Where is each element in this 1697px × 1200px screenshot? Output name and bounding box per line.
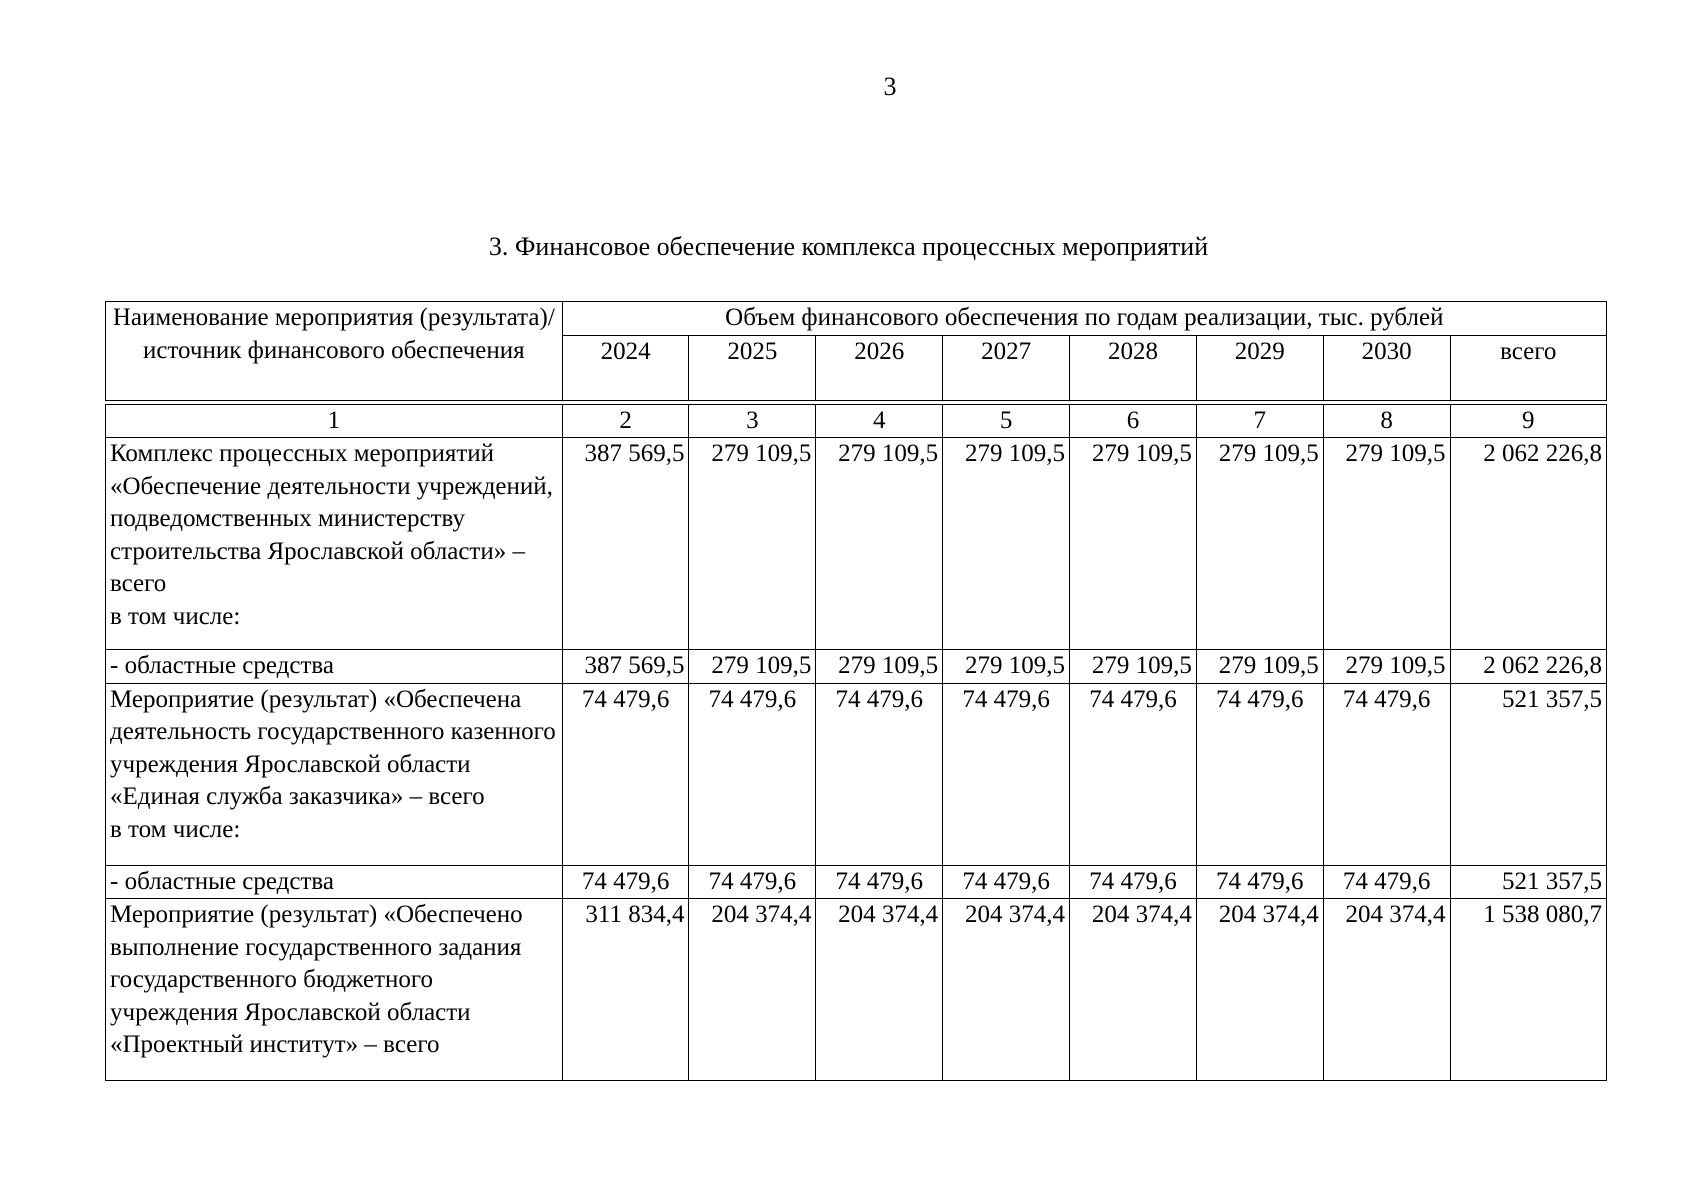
row-value-cell: 279 109,5 (816, 438, 943, 650)
row-value-cell: 74 479,6 (562, 865, 689, 899)
row-name-cell: Мероприятие (результат) «Обеспечено выполнение государственного задания государственного бюджетного учреждения Ярославской области «Проектный институт» – всего (106, 899, 563, 1081)
row-value-cell: 204 374,4 (816, 899, 943, 1081)
row-value-cell: 387 569,5 (562, 438, 689, 650)
row-value-cell: 74 479,6 (816, 865, 943, 899)
column-number: 1 (106, 404, 563, 438)
column-number: 4 (816, 404, 943, 438)
column-number: 5 (943, 404, 1070, 438)
header-group-cell: Объем финансового обеспечения по годам реализации, тыс. рублей (562, 302, 1606, 336)
row-total-cell: 2 062 226,8 (1450, 650, 1606, 684)
row-value-cell: 204 374,4 (689, 899, 816, 1081)
row-value-cell: 74 479,6 (689, 865, 816, 899)
row-value-cell: 279 109,5 (689, 650, 816, 684)
column-number: 9 (1450, 404, 1606, 438)
row-value-cell: 279 109,5 (1323, 438, 1450, 650)
row-value-cell: 74 479,6 (1070, 683, 1197, 865)
row-value-cell: 279 109,5 (689, 438, 816, 650)
row-value-cell: 204 374,4 (1323, 899, 1450, 1081)
row-value-cell: 204 374,4 (1196, 899, 1323, 1081)
row-name-cell: - областные средства (106, 650, 563, 684)
table-row (106, 438, 1607, 650)
row-value-cell: 204 374,4 (943, 899, 1070, 1081)
row-value-cell: 311 834,4 (562, 899, 689, 1081)
row-value-cell: 387 569,5 (562, 650, 689, 684)
header-year-cell: 2029 (1196, 335, 1323, 400)
header-year-cell: всего (1450, 335, 1606, 400)
column-number: 3 (689, 404, 816, 438)
table-row (106, 683, 1607, 865)
row-value-cell: 279 109,5 (943, 650, 1070, 684)
row-name-cell: - областные средства (106, 865, 563, 899)
row-value-cell: 74 479,6 (816, 683, 943, 865)
column-number: 8 (1323, 404, 1450, 438)
column-number: 6 (1070, 404, 1197, 438)
header-name-cell: Наименование мероприятия (результата)/ источник финансового обеспечения (106, 302, 563, 401)
row-total-cell: 1 538 080,7 (1450, 899, 1606, 1081)
header-year-cell: 2025 (689, 335, 816, 400)
row-name-cell: Мероприятие (результат) «Обеспечена деятельность государственного казенного учреждения Ярославской области «Единая служба заказчика» – всего в том числе: (106, 683, 563, 865)
row-value-cell: 204 374,4 (1070, 899, 1197, 1081)
header-year-cell: 2030 (1323, 335, 1450, 400)
table-row (106, 899, 1607, 1081)
finance-table (105, 301, 1607, 1081)
table-row (106, 650, 1607, 684)
column-number: 7 (1196, 404, 1323, 438)
row-value-cell: 279 109,5 (1070, 438, 1197, 650)
row-value-cell: 74 479,6 (1070, 865, 1197, 899)
row-total-cell: 2 062 226,8 (1450, 438, 1606, 650)
row-value-cell: 279 109,5 (1323, 650, 1450, 684)
row-value-cell: 74 479,6 (943, 683, 1070, 865)
header-year-cell: 2027 (943, 335, 1070, 400)
row-value-cell: 279 109,5 (1070, 650, 1197, 684)
row-value-cell: 279 109,5 (1196, 438, 1323, 650)
row-value-cell: 74 479,6 (1323, 683, 1450, 865)
row-value-cell: 279 109,5 (943, 438, 1070, 650)
header-year-cell: 2026 (816, 335, 943, 400)
row-value-cell: 74 479,6 (1196, 865, 1323, 899)
row-name-cell: Комплекс процессных мероприятий «Обеспечение деятельности учреждений, подведомственных министерству строительства Ярославской области» – всего в том числе: (106, 438, 563, 650)
row-value-cell: 74 479,6 (689, 683, 816, 865)
row-total-cell: 521 357,5 (1450, 865, 1606, 899)
page-number: 3 (883, 72, 897, 101)
row-value-cell: 74 479,6 (1196, 683, 1323, 865)
column-numbers-row (106, 404, 1607, 438)
row-total-cell: 521 357,5 (1450, 683, 1606, 865)
row-value-cell: 74 479,6 (943, 865, 1070, 899)
row-value-cell: 279 109,5 (1196, 650, 1323, 684)
row-value-cell: 74 479,6 (1323, 865, 1450, 899)
column-number: 2 (562, 404, 689, 438)
row-value-cell: 279 109,5 (816, 650, 943, 684)
table-row (106, 865, 1607, 899)
header-year-cell: 2024 (562, 335, 689, 400)
section-title: 3. Финансовое обеспечение комплекса процессных мероприятий (488, 232, 1209, 261)
row-value-cell: 74 479,6 (562, 683, 689, 865)
header-row (106, 302, 1607, 336)
header-year-cell: 2028 (1070, 335, 1197, 400)
